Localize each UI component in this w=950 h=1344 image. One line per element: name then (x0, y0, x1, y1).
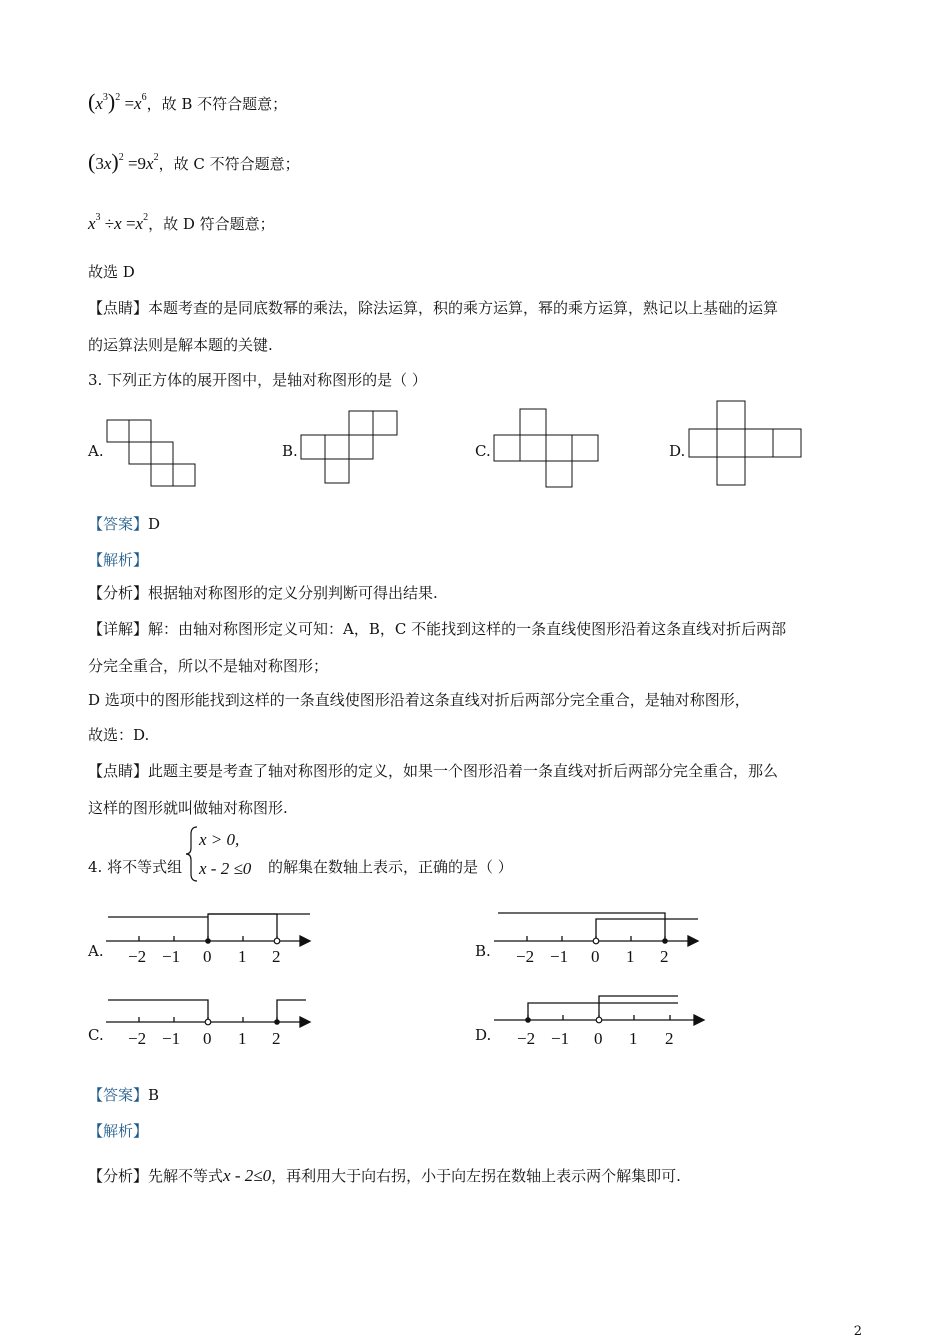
q3-net-c (492, 407, 600, 489)
q3-net-b (299, 409, 403, 489)
q4-option-c-label: C. (88, 1026, 104, 1044)
tick-label: −1 (550, 947, 569, 966)
tick-label: −2 (128, 947, 147, 966)
q3-stem: 3. 下列正方体的展开图中，是轴对称图形的是（ ） (88, 371, 427, 389)
q3-comment-line1: 【点睛】此题主要是考查了轴对称图形的定义，如果一个图形沿着一条直线对折后两部分完全重合，那么 (88, 762, 779, 780)
q3-option-b-label: B. (282, 442, 298, 460)
formula-line-b: $(x^3)^2 =x^6$，故 B 不符合题意； (88, 89, 288, 114)
tick-label: −2 (128, 1029, 147, 1048)
q4-analysis-tag: 【解析】 (88, 1122, 149, 1140)
q4-numberline-d (492, 988, 710, 1050)
system-inequality-1: x > 0, (199, 830, 240, 849)
tick-label: −1 (162, 947, 181, 966)
tick-label: −1 (162, 1029, 181, 1048)
q3-option-c-label: C. (475, 442, 491, 460)
tick-label: 1 (238, 947, 247, 966)
q4-option-b-label: B. (475, 942, 491, 960)
tick-label: 0 (594, 1029, 603, 1048)
q3-detail-line4: 故选：D. (88, 726, 150, 744)
q3-detail-line2: 分完全重合，所以不是轴对称图形； (88, 657, 329, 675)
tick-label: 0 (591, 947, 600, 966)
q3-detail-line3: D 选项中的图形能找到这样的一条直线使图形沿着这条直线对折后两部分完全重合，是轴对称图形， (88, 691, 750, 709)
q3-fenxi: 【分析】根据轴对称图形的定义分别判断可得出结果. (88, 584, 438, 602)
q3-net-a (105, 418, 200, 490)
tick-label: 1 (626, 947, 635, 966)
tick-label: −2 (517, 1029, 536, 1048)
tick-label: −2 (516, 947, 535, 966)
q2-comment-line1: 【点睛】本题考查的是同底数幂的乘法，除法运算，积的乘方运算，幂的乘方运算，熟记以上基础的运算 (88, 299, 779, 317)
q4-stem-suffix: 的解集在数轴上表示，正确的是（ ） (268, 858, 513, 876)
q3-detail-line1: 【详解】解：由轴对称图形定义可知：A，B，C 不能找到这样的一条直线使图形沿着这条直线对折后两部 (88, 620, 787, 638)
tick-label: 0 (203, 947, 212, 966)
tick-label: 1 (629, 1029, 638, 1048)
q4-option-d-label: D. (475, 1026, 492, 1044)
tick-label: 1 (238, 1029, 247, 1048)
tick-label: 2 (665, 1029, 674, 1048)
system-brace (185, 826, 199, 882)
q4-numberline-a (104, 905, 316, 967)
formula-line-d: $x^3 \div x =x^2$，故 D 符合题意； (88, 212, 275, 233)
q3-answer: 【答案】D (88, 515, 161, 533)
q3-option-a-label: A. (88, 442, 104, 460)
system-inequality-2: x - 2 ≤0 (199, 859, 252, 878)
q3-comment-line2: 这样的图形就叫做轴对称图形. (88, 799, 288, 817)
tick-label: 0 (203, 1029, 212, 1048)
q4-stem-prefix: 4. 将不等式组 (88, 858, 183, 876)
q4-numberline-b (492, 905, 704, 967)
q2-choice: 故选 D (88, 263, 135, 281)
formula-line-c: $(3x)^2 =9x^2$，故 C 不符合题意； (88, 149, 300, 174)
q4-fenxi: 【分析】先解不等式x - 2≤0，再利用大于向右拐，小于向左拐在数轴上表示两个解集即可. (88, 1166, 681, 1185)
q2-comment-line2: 的运算法则是解本题的关键. (88, 336, 273, 354)
q3-option-d-label: D. (669, 442, 686, 460)
q3-analysis-tag: 【解析】 (88, 551, 149, 569)
page-number: 2 (853, 1324, 862, 1339)
q4-answer: 【答案】B (88, 1086, 160, 1104)
tick-label: 2 (660, 947, 669, 966)
tick-label: 2 (272, 947, 281, 966)
tick-label: 2 (272, 1029, 281, 1048)
q3-net-d (687, 399, 807, 489)
q4-numberline-c (104, 988, 316, 1050)
tick-label: −1 (551, 1029, 570, 1048)
q4-option-a-label: A. (88, 942, 104, 960)
